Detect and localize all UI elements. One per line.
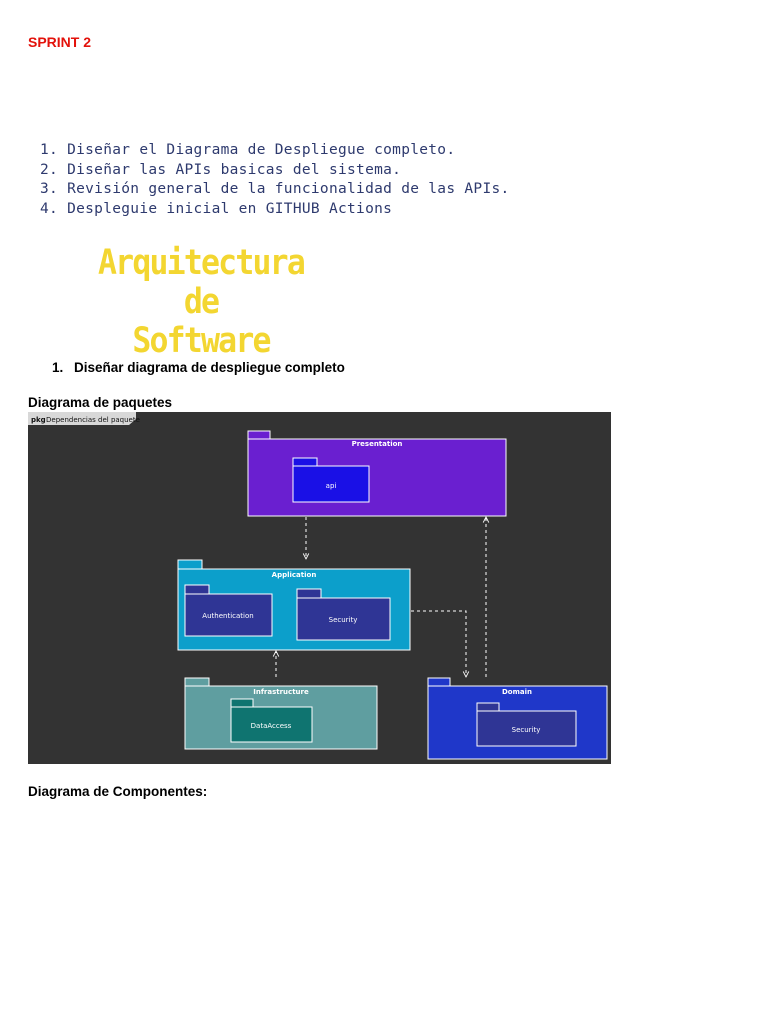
package-application [178,560,410,650]
package-name: Presentation [351,440,403,448]
task-item: 4. Despleguie inicial en GITHUB Actions [40,200,393,217]
package-security: Security [511,726,541,734]
package-domain [428,678,607,759]
section-1-text: Diseñar diagrama de despliegue completo [74,360,345,375]
package-infrastructure [185,678,377,749]
frame-label: Dependencias del paquete [46,416,140,424]
package-dataaccess: DataAccess [250,722,292,730]
package-name: Domain [501,688,533,696]
task-list [40,141,510,219]
package-diagram-heading: Diagrama de paquetes [28,395,173,410]
architecture-title [74,244,328,361]
component-diagram-heading: Diagrama de Componentes: [28,784,208,799]
architecture-title-line1: Arquitectura de [98,243,304,322]
sprint-title: SPRINT 2 [28,34,92,50]
section-1-number: 1. [52,360,64,375]
section-1-heading [52,360,345,375]
package-presentation [248,431,506,516]
task-item: 3. Revisión general de la funcionalidad de las APIs. [40,181,510,197]
task-item: 1. Diseñar el Diagrama de Despliegue completo. [40,142,456,158]
package-api: api [325,482,337,490]
package-name: Infrastructure [253,688,309,696]
frame-keyword: pkg [31,416,46,424]
package-authentication: Authentication [202,612,254,620]
package-diagram [28,412,611,764]
task-item: 2. Diseñar las APIs basicas del sistema. [40,161,402,178]
package-name: Application [271,571,317,579]
diagram-frame-tab [28,412,140,425]
package-security: Security [328,616,358,624]
architecture-title-line2: Software [132,321,270,361]
